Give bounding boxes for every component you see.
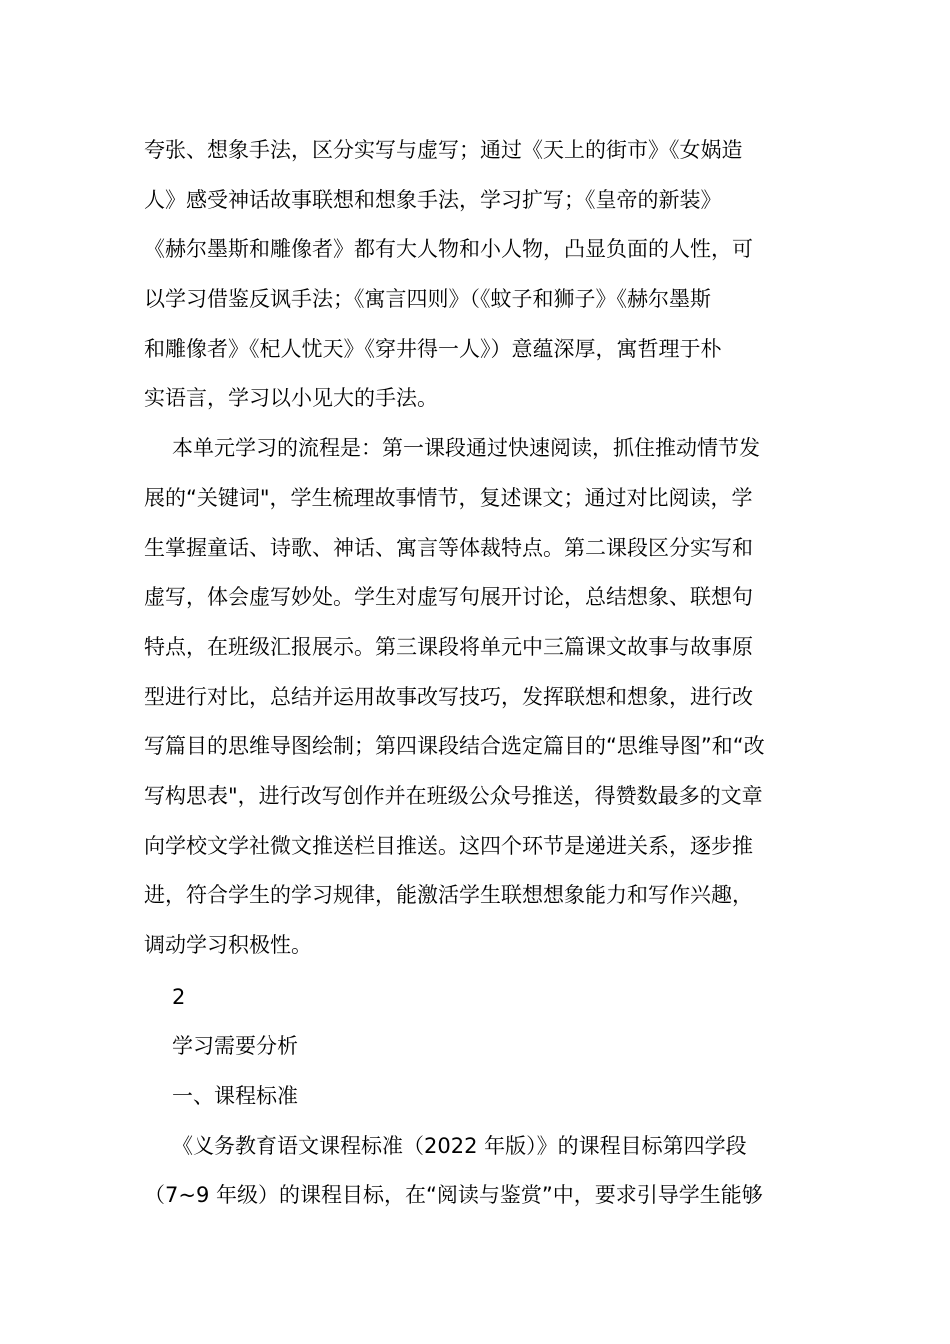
section-number: 2 xyxy=(172,984,186,1009)
paragraph-line: 生掌握童话、诗歌、神话、寓言等体裁特点。第二课段区分实写和 xyxy=(144,535,753,560)
paragraph-line: 《义务教育语文课程标准（2022 年版）》的课程目标第四学段 xyxy=(172,1133,747,1158)
paragraph-line: 实语言，学习以小见大的手法。 xyxy=(144,386,438,411)
paragraph-2 xyxy=(144,424,810,971)
document-body xyxy=(144,126,810,1221)
paragraph-line: 本单元学习的流程是：第一课段通过快速阅读，抓住推动情节发 xyxy=(172,436,760,461)
paragraph-line: 特点，在班级汇报展示。第三课段将单元中三篇课文故事与故事原 xyxy=(144,634,753,659)
paragraph-line: 向学校文学社微文推送栏目推送。这四个环节是递进关系，逐步推 xyxy=(144,833,753,858)
paragraph-line: 夸张、想象手法，区分实写与虚写；通过《天上的街市》《女娲造 xyxy=(144,138,743,162)
paragraph-line: 写篇目的思维导图绘制；第四课段结合选定篇目的“思维导图”和“改 xyxy=(144,734,765,759)
paragraph-line: 展的“关键词"，学生梳理故事情节，复述课文；通过对比阅读，学 xyxy=(144,485,753,510)
paragraph-line: 型进行对比，总结并运用故事改写技巧，发挥联想和想象，进行改 xyxy=(144,684,753,709)
paragraph-line: 以学习借鉴反讽手法；《寓言四则》（《蚊子和狮子》《赫尔墨斯 xyxy=(144,287,711,312)
paragraph-line: 进，符合学生的学习规律，能激活学生联想想象能力和写作兴趣， xyxy=(144,883,753,908)
paragraph-line: 虚写，体会虚写妙处。学生对虚写句展开讨论，总结想象、联想句 xyxy=(144,585,753,610)
paragraph-1 xyxy=(144,126,810,424)
subsection-title: 一、课程标准 xyxy=(172,1084,298,1109)
paragraph-3 xyxy=(144,1122,810,1221)
paragraph-line: 和雕像者》《杞人忧天》《穿井得一人》）意蕴深厚，寓哲理于朴 xyxy=(144,336,722,361)
section-title: 学习需要分析 xyxy=(172,1034,298,1059)
paragraph-line: （7~9 年级）的课程目标，在“阅读与鉴赏”中，要求引导学生能够 xyxy=(144,1183,763,1208)
paragraph-line: 调动学习积极性。 xyxy=(144,933,312,957)
paragraph-line: 人》感受神话故事联想和想象手法，学习扩写；《皇帝的新装》 xyxy=(144,187,722,212)
paragraph-line: 写构思表"，进行改写创作并在班级公众号推送，得赞数最多的文章 xyxy=(144,783,763,808)
paragraph-line: 《赫尔墨斯和雕像者》都有大人物和小人物，凸显负面的人性，可 xyxy=(144,237,753,262)
